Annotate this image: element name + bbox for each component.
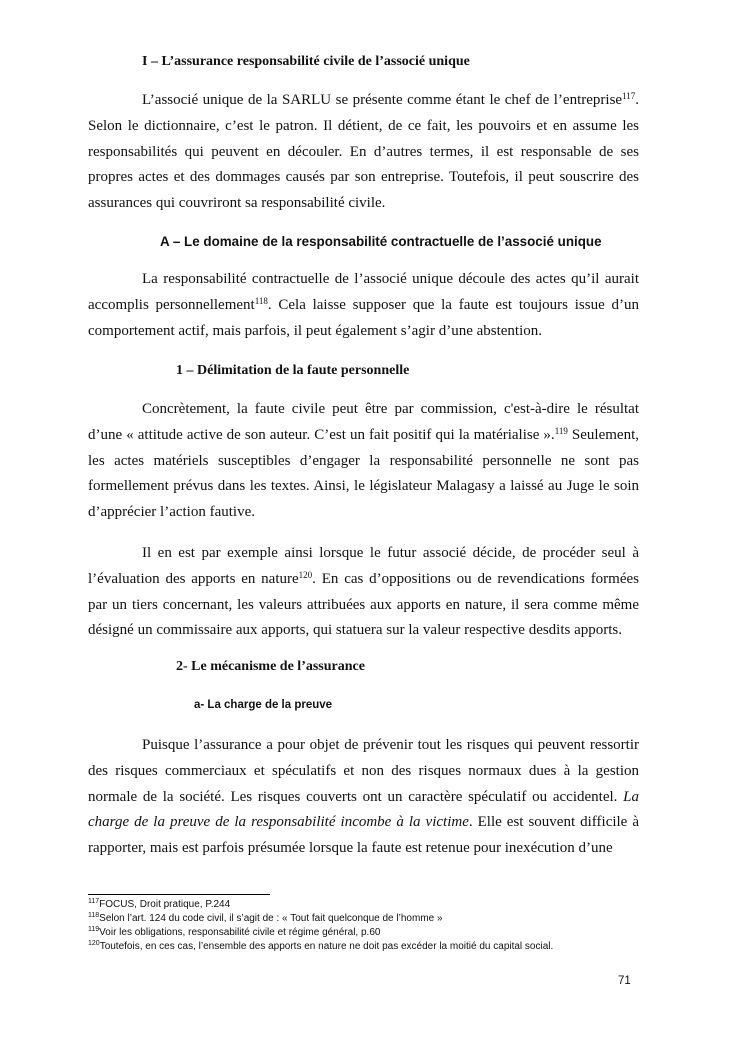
italic-phrase: La charge de la preuve de la responsabilité incombe à la victime <box>88 788 639 831</box>
footnote-118: $^{118}$Selon l’art. 124 du code civil, il s’agit de : « Tout fait quelconque de l’homme » <box>88 912 443 924</box>
subpoint-heading-a: a- La charge de la preuve <box>194 699 333 711</box>
subsection-heading-A: A – Le domaine de la responsabilité contractuelle de l’associé unique <box>160 234 602 249</box>
point-heading-2: 2- Le mécanisme de l’assurance <box>176 659 365 674</box>
footnote-ref-117: 117 <box>622 91 636 101</box>
paragraph-4: Il en est par exemple ainsi lorsque le futur associé décide, de procéder seul à l’évaluation des apports en nature$^{120}$. En cas d’oppositions ou de revendications formées par un tiers concernant, les valeurs attribuées aux apports en nature, il sera comme même désigné un commissaire aux apports, qui statuera sur la valeur respective desdits apports. <box>88 545 640 639</box>
paragraph-2: La responsabilité contractuelle de l’associé unique découle des actes qu’il aurait accomplis personnellement$^{118}$. Cela laisse supposer que la faute est toujours issue d’un comportement actif, mais parfois, il peut également s’agir d’une abstention. <box>88 271 639 339</box>
footnote-ref-118: 118 <box>254 295 268 306</box>
paragraph-1: L’associé unique de la SARLU se présente comme étant le chef de l’entreprise$^{117}$. Selon le dictionnaire, c’est le patron. Il détient, de ce fait, les pouvoirs et en assume les responsabilités qui peuvent en découler. En d’autres termes, il est responsable de ses propres actes et des dommages causés par son entreprise. Toutefois, il peut souscrire des assurances qui couvriront sa responsabilité civile. <box>88 91 639 212</box>
footnote-separator <box>88 894 270 895</box>
section-heading-I: I – L’assurance responsabilité civile de l’associé unique <box>142 54 470 69</box>
footnote-ref-120: 120 <box>298 569 313 580</box>
point-heading-1: 1 – Délimitation de la faute personnelle <box>176 363 410 378</box>
page-number: 71 <box>618 975 631 987</box>
paragraph-3: Concrètement, la faute civile peut être par commission, c'est-à-dire le résultat d’une « attitude active de son auteur. C’est un fait positif qui la matérialise ».$^{119}$ Seulement, les actes matériels susceptibles d’engager la responsabilité personnelle ne sont pas formellement prévus dans les textes. Ainsi, le législateur Malagasy a laissé au Juge le soin d’apprécier l’action fautive. <box>88 401 639 521</box>
footnote-ref-119: 119 <box>554 425 568 436</box>
paragraph-5: Puisque l’assurance a pour objet de prévenir tout les risques qui peuvent ressortir des risques commerciaux et spéculatifs et non des risques normaux dues à la gestion normale de la société. Les risques couverts ont un caractère spéculatif ou accidentel. La charge de la preuve de la responsabilité incombe à la victime. Elle est souvent difficile à rapporter, mais est parfois présumée lorsque la faute est retenue pour inexécution d’une <box>88 737 640 857</box>
footnote-120: $^{120}$Toutefois, en ces cas, l’ensemble des apports en nature ne doit pas excéder la moitié du capital social. <box>88 940 554 952</box>
footnote-117: $^{117}$FOCUS, Droit pratique, P.244 <box>88 898 231 910</box>
footnote-119: $^{119}$Voir les obligations, responsabilité civile et régime général, p.60 <box>88 926 381 938</box>
